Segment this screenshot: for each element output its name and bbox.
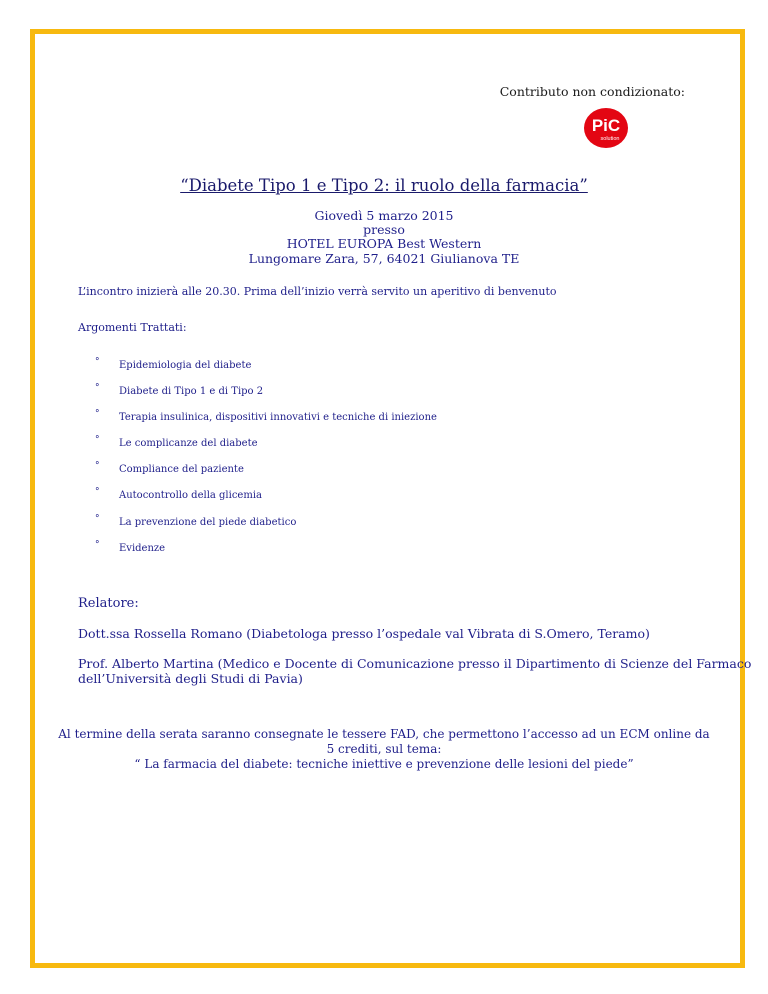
speakers-heading: Relatore: (78, 596, 139, 611)
event-venue: HOTEL EUROPA Best Western (286, 236, 482, 251)
intro-text: L’incontro inizierà alle 20.30. Prima dell’inizio verrà servito un aperitivo di benvenuto (78, 285, 557, 298)
logo-subtext: solution (600, 136, 620, 142)
bullet-icon: ° (95, 539, 100, 550)
sponsor-label: Contributo non condizionato: (499, 84, 685, 99)
topics-heading: Argomenti Trattati: (78, 321, 187, 334)
bullet-icon: ° (95, 435, 100, 446)
logo-text: PiC (591, 116, 621, 135)
closing-course-title: “ La farmacia del diabete: tecniche iniettive e prevenzione delle lesioni del piede” (134, 757, 634, 771)
event-date: Giovedì 5 marzo 2015 (314, 208, 454, 223)
bullet-icon: ° (95, 357, 100, 367)
bullet-icon: ° (95, 409, 100, 420)
speaker-martina: Prof. Alberto Martina (Medico e Docente di Comunicazione presso il Dipartimento di Scienze del Farmaco (78, 656, 752, 671)
event-address: Lungomare Zara, 57, 64021 Giulianova TE (248, 251, 520, 266)
pic-solution-logo (581, 107, 631, 149)
closing-line-1: Al termine della serata saranno consegnate le tessere FAD, che permettono l’accesso ad un ECM online da (58, 727, 710, 741)
speaker-martina-affiliation: dell’Università degli Studi di Pavia) (78, 671, 303, 686)
closing-line-2: 5 crediti, sul tema: (326, 742, 442, 756)
bullet-icon: ° (95, 487, 100, 498)
speaker-romano: Dott.ssa Rossella Romano (Diabetologa presso l’ospedale val Vibrata di S.Omero, Teramo) (78, 626, 650, 641)
event-presso: presso (363, 222, 405, 237)
bullet-icon: ° (95, 461, 100, 472)
bullet-icon: ° (95, 383, 100, 394)
event-title: “Diabete Tipo 1 e Tipo 2: il ruolo della farmacia” (180, 176, 588, 195)
bullet-icon: ° (95, 513, 100, 524)
